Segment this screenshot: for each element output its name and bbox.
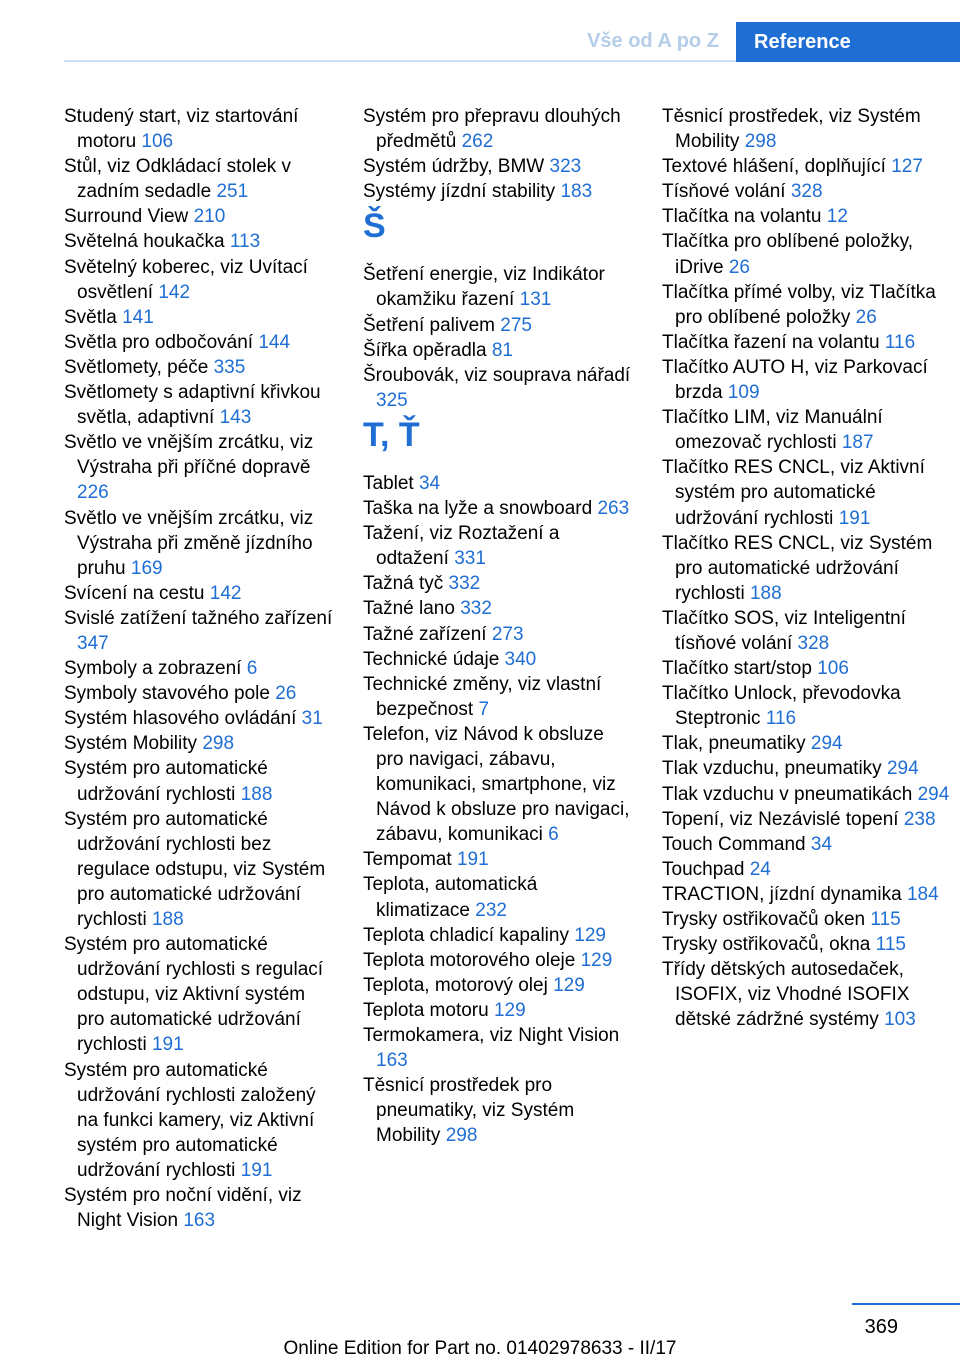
index-page-link[interactable]: 103 xyxy=(884,1009,916,1031)
index-entry xyxy=(64,229,334,254)
index-page-link[interactable]: 232 xyxy=(475,899,507,921)
index-page-link[interactable]: 34 xyxy=(418,472,441,494)
index-entry xyxy=(363,672,633,722)
index-entry-text: Světlo ve vnějším zrcátku, viz Výstraha při změně jízdního pruhu xyxy=(64,507,314,579)
index-entry-text: Telefon, viz Návod k obsluze pro navigaci, zábavu, komunikaci, smartphone, viz Návod k obsluze pro navigaci, zábavu, komunikaci xyxy=(363,723,630,846)
index-entry-text: Studený start, viz startování motoru xyxy=(64,106,299,153)
index-entry xyxy=(662,807,952,832)
index-entry xyxy=(363,948,633,973)
footer-edition-text: Online Edition for Part no. 01402978633 - II/17 xyxy=(283,1338,677,1359)
index-page-link[interactable]: 31 xyxy=(301,708,323,730)
index-entry xyxy=(662,782,952,807)
index-entry xyxy=(662,756,952,781)
index-entry xyxy=(64,330,334,355)
index-page-link[interactable]: 7 xyxy=(478,698,490,720)
index-entry xyxy=(662,330,952,355)
index-entry-text: Touchpad xyxy=(662,858,745,880)
index-page-link[interactable]: 210 xyxy=(193,206,226,228)
index-entry-text: Světlomety s adaptivní křivkou světla, adaptivní xyxy=(64,382,321,429)
index-page-link[interactable]: 6 xyxy=(548,824,559,846)
index-entry-text: Svícení na cestu xyxy=(64,582,205,604)
index-entry xyxy=(662,531,952,606)
index-entry-text: Systémy jízdní stability xyxy=(363,181,556,203)
index-entry-text: Symboly stavového pole xyxy=(64,683,270,705)
index-entry-text: Systém pro automatické udržování rychlosti s regulací odstupu, viz Aktivní systém pro automatické udržování rychlosti xyxy=(64,934,324,1056)
index-entry xyxy=(64,204,334,229)
index-entry xyxy=(662,204,952,229)
index-page-link[interactable]: 298 xyxy=(202,733,235,755)
index-entry xyxy=(363,571,633,596)
index-page-link[interactable]: 191 xyxy=(151,1034,184,1056)
index-entry-text: Surround View xyxy=(64,206,189,228)
index-page-link[interactable]: 26 xyxy=(275,683,297,705)
index-entry-text: Tažné zařízení xyxy=(363,623,487,645)
index-page-link[interactable]: 26 xyxy=(728,256,750,278)
index-entry xyxy=(363,338,633,363)
index-entry xyxy=(363,973,633,998)
index-entry-text: Systém hlasového ovládání xyxy=(64,708,297,730)
index-letter-heading: Š xyxy=(363,207,386,246)
index-column-3 xyxy=(662,104,952,1032)
index-entry-text: TRACTION, jízdní dynamika xyxy=(662,883,902,905)
index-entry-text: Svislé zatížení tažného zařízení xyxy=(64,607,333,629)
index-entry-text: Teplota motoru xyxy=(363,999,489,1021)
index-entry-text: Tlačítka řazení na volantu xyxy=(662,331,880,353)
index-page-link[interactable]: 347 xyxy=(77,632,109,654)
index-page-link[interactable]: 12 xyxy=(826,206,848,228)
index-entry-text: Tlak, pneumatiky xyxy=(662,733,806,755)
index-entry-text: Symboly a zobrazení xyxy=(64,658,242,680)
index-page-link[interactable]: 328 xyxy=(790,181,823,203)
index-entry xyxy=(64,1058,334,1183)
index-entry xyxy=(363,471,633,496)
index-entry-text: Tablet xyxy=(363,472,414,494)
index-page-link[interactable]: 129 xyxy=(553,974,585,996)
index-entry-text: Světla pro odbočování xyxy=(64,331,254,353)
index-entry-text: Taška na lyže a snowboard xyxy=(363,498,593,520)
page-number: 369 xyxy=(864,1316,898,1338)
index-entry-text: Šetření palivem xyxy=(363,314,496,336)
index-entry-text: Tlačítko LIM, viz Manuální omezovač rychlosti xyxy=(662,407,883,454)
index-page-link[interactable]: 6 xyxy=(246,658,258,680)
index-entry-text: Tlačítko start/stop xyxy=(662,658,812,680)
index-entry xyxy=(662,405,952,455)
index-entry xyxy=(64,656,334,681)
index-entry xyxy=(64,154,334,204)
index-page-link[interactable]: 129 xyxy=(574,924,606,946)
index-page-link[interactable]: 332 xyxy=(448,573,481,595)
index-entry xyxy=(662,957,952,1032)
index-entry xyxy=(363,521,633,571)
index-entry-text: Tempomat xyxy=(363,849,452,871)
index-entry xyxy=(64,756,334,806)
index-page-link[interactable]: 115 xyxy=(875,934,906,956)
index-entry xyxy=(363,847,633,872)
index-entry-text: Šířka opěradla xyxy=(363,339,487,361)
index-entry-text: Trysky ostřikovačů oken xyxy=(662,909,866,930)
index-entry-text: Trysky ostřikovačů, okna xyxy=(662,934,871,956)
index-entry xyxy=(64,305,334,330)
index-entry xyxy=(662,907,952,932)
index-entry xyxy=(64,606,334,656)
index-page-link[interactable]: 129 xyxy=(493,999,526,1021)
index-entry xyxy=(363,496,633,521)
index-letter-heading: T, Ť xyxy=(363,415,420,454)
chapter-tab[interactable]: Reference xyxy=(736,22,960,62)
index-page-link[interactable]: 273 xyxy=(491,623,524,645)
index-page-link[interactable]: 188 xyxy=(240,783,273,805)
index-entry xyxy=(363,622,633,647)
index-entry-text: Tlak vzduchu v pneumatikách xyxy=(662,783,913,805)
index-page-link[interactable]: 187 xyxy=(841,432,874,454)
index-page-link[interactable]: 24 xyxy=(749,858,771,880)
index-page-link[interactable]: 191 xyxy=(456,849,489,871)
index-entry xyxy=(662,832,952,857)
index-entry xyxy=(662,656,952,681)
index-entry xyxy=(363,262,633,312)
index-entry xyxy=(363,998,633,1023)
footer-edition xyxy=(0,1338,960,1360)
index-page-link[interactable]: 262 xyxy=(461,131,494,153)
index-entry xyxy=(662,104,952,154)
index-page-link[interactable]: 263 xyxy=(597,498,630,520)
index-page-link[interactable]: 323 xyxy=(549,156,582,178)
index-column-2 xyxy=(363,104,633,1148)
index-entry xyxy=(363,179,633,204)
index-entry-text: Šetření energie, viz Indikátor okamžiku řazení xyxy=(363,264,605,311)
index-entry xyxy=(363,104,633,154)
index-page-link[interactable]: 191 xyxy=(240,1159,273,1181)
index-page-link[interactable]: 298 xyxy=(445,1125,478,1147)
index-page-link[interactable]: 298 xyxy=(744,131,777,153)
index-page-link[interactable]: 116 xyxy=(765,708,797,730)
index-entry xyxy=(662,229,952,279)
index-page-link[interactable]: 127 xyxy=(891,156,923,178)
index-entry xyxy=(64,255,334,305)
index-entry xyxy=(662,606,952,656)
index-entry xyxy=(64,706,334,731)
index-page-link[interactable]: 106 xyxy=(817,658,849,680)
index-entry-text: Světlomety, péče xyxy=(64,356,209,378)
index-page-link[interactable]: 34 xyxy=(810,833,833,855)
index-entry-text: Teplota chladicí kapaliny xyxy=(363,924,569,946)
index-page-link[interactable]: 251 xyxy=(216,181,249,203)
index-column-1 xyxy=(64,104,334,1233)
index-page-link[interactable]: 113 xyxy=(229,231,261,253)
index-entry-text: Topení, viz Nezávislé topení xyxy=(662,808,899,830)
index-entry-text: Systém údržby, BMW xyxy=(363,156,545,178)
index-entry xyxy=(662,355,952,405)
index-entry-text: Tlačítko Unlock, převodovka Steptronic xyxy=(662,683,901,730)
index-page-link[interactable]: 163 xyxy=(376,1050,408,1072)
section-tab[interactable]: Vše od A po Z xyxy=(587,29,719,52)
index-entry-text: Systém pro automatické udržování rychlosti xyxy=(64,758,268,805)
index-entry xyxy=(662,179,952,204)
index-entry-text: Světelná houkačka xyxy=(64,231,225,253)
index-entry xyxy=(363,154,633,179)
index-entry-text: Teplota, motorový olej xyxy=(363,974,548,996)
index-entry xyxy=(363,1073,633,1148)
index-entry-text: Světelný koberec, viz Uvítací osvětlení xyxy=(64,256,308,303)
index-entry xyxy=(363,363,633,413)
index-page-link[interactable]: 325 xyxy=(376,389,408,411)
index-entry-text: Touch Command xyxy=(662,833,806,855)
index-page-link[interactable]: 331 xyxy=(454,548,486,570)
index-entry xyxy=(662,857,952,882)
index-entry xyxy=(662,455,952,530)
index-entry-text: Tažení, viz Roztažení a odtažení xyxy=(363,523,560,570)
index-entry-text: Tlačítka na volantu xyxy=(662,206,822,228)
index-entry xyxy=(662,932,952,957)
index-page-link[interactable]: 335 xyxy=(213,356,246,378)
index-entry xyxy=(64,807,334,932)
index-entry xyxy=(64,380,334,430)
index-entry-text: Textové hlášení, doplňující xyxy=(662,156,886,178)
index-entry-text: Světla xyxy=(64,306,117,328)
index-entry-text: Technické změny, viz vlastní bezpečnost xyxy=(363,673,602,720)
index-entry-text: Systém Mobility xyxy=(64,733,198,755)
index-page-link[interactable]: 328 xyxy=(797,632,830,654)
index-entry xyxy=(64,681,334,706)
index-page-link[interactable]: 275 xyxy=(500,314,532,336)
index-page-link[interactable]: 144 xyxy=(258,331,291,353)
index-entry-text: Teplota, automatická klimatizace xyxy=(363,874,538,921)
index-entry-text: Tlak vzduchu, pneumatiky xyxy=(662,758,882,780)
index-entry-text: Tísňové volání xyxy=(662,181,786,203)
index-page-link[interactable]: 141 xyxy=(122,306,154,328)
index-entry-text: Těsnicí prostředek, viz Systém Mobility xyxy=(662,106,921,153)
index-page-link[interactable]: 294 xyxy=(886,758,919,780)
index-entry-text: Těsnicí prostředek pro pneumatiky, viz Systém Mobility xyxy=(363,1075,575,1147)
index-entry xyxy=(64,1183,334,1233)
index-page-link[interactable]: 226 xyxy=(77,482,109,504)
index-entry-text: Systém pro přepravu dlouhých předmětů xyxy=(363,106,621,153)
index-entry xyxy=(64,932,334,1057)
index-page-link[interactable]: 183 xyxy=(560,181,593,203)
index-page-link[interactable]: 143 xyxy=(219,407,252,429)
index-entry xyxy=(363,923,633,948)
index-entry xyxy=(662,154,952,179)
index-page-link[interactable]: 142 xyxy=(158,281,191,303)
index-page-link[interactable]: 109 xyxy=(727,382,760,404)
index-entry-text: Tažná tyč xyxy=(363,573,444,595)
index-page-link[interactable]: 142 xyxy=(209,582,242,604)
index-entry-text: Šroubovák, viz souprava nářadí xyxy=(363,364,631,386)
index-entry xyxy=(662,731,952,756)
index-entry-text: Světlo ve vnějším zrcátku, viz Výstraha při příčné dopravě xyxy=(64,432,314,479)
index-page-link[interactable]: 332 xyxy=(460,598,492,620)
index-page-link[interactable]: 188 xyxy=(749,582,782,604)
index-entry xyxy=(363,872,633,922)
index-page-link[interactable]: 129 xyxy=(580,949,613,971)
index-page-link[interactable]: 294 xyxy=(917,783,950,805)
index-entry xyxy=(363,1023,633,1073)
index-entry-text: Systém pro automatické udržování rychlosti bez regulace odstupu, viz Systém pro automatické udržování rychlosti xyxy=(64,808,326,930)
index-entry-text: Termokamera, viz Night Vision xyxy=(363,1025,620,1046)
index-entry-text: Tlačítko RES CNCL, viz Systém pro automatické udržování rychlosti xyxy=(662,532,933,604)
index-entry-text: Systém pro noční vidění, viz Night Vision xyxy=(64,1185,302,1232)
index-entry-text: Třídy dětských autosedaček, ISOFIX, viz Vhodné ISOFIX dětské zádržné systémy xyxy=(662,959,910,1031)
index-page-link[interactable]: 340 xyxy=(504,648,537,670)
index-page-link[interactable]: 115 xyxy=(870,909,901,930)
index-page-link[interactable]: 131 xyxy=(519,289,552,311)
index-page-link[interactable]: 188 xyxy=(151,909,184,930)
index-entry-text: Tlačítka pro oblíbené položky, iDrive xyxy=(662,231,914,278)
index-entry-text: Systém pro automatické udržování rychlosti založený na funkci kamery, viz Aktivní systém pro automatické udržování rychlosti xyxy=(64,1059,316,1181)
index-entry xyxy=(363,647,633,672)
index-entry-text: Teplota motorového oleje xyxy=(363,949,576,971)
index-page-link[interactable]: 106 xyxy=(141,131,174,153)
index-entry xyxy=(662,882,952,907)
index-page-link[interactable]: 191 xyxy=(838,507,871,529)
index-entry-text: Stůl, viz Odkládací stolek v zadním sedadle xyxy=(64,156,292,203)
index-entry-text: Technické údaje xyxy=(363,648,500,670)
index-page-link[interactable]: 26 xyxy=(855,306,877,328)
index-entry xyxy=(64,581,334,606)
index-page-link[interactable]: 238 xyxy=(903,808,936,830)
index-page-link[interactable]: 163 xyxy=(183,1210,216,1232)
index-page-link[interactable]: 184 xyxy=(906,883,939,905)
index-page-link[interactable]: 81 xyxy=(491,339,513,361)
index-entry-text: Tlačítko RES CNCL, viz Aktivní systém pro automatické udržování rychlosti xyxy=(662,457,925,529)
index-entry xyxy=(64,104,334,154)
index-entry xyxy=(662,681,952,731)
index-page-link[interactable]: 116 xyxy=(884,331,916,353)
index-entry xyxy=(64,355,334,380)
index-page-link[interactable]: 294 xyxy=(810,733,843,755)
index-entry-text: Tlačítko AUTO H, viz Parkovací brzda xyxy=(662,356,928,404)
index-entry-text: Tažné lano xyxy=(363,598,455,620)
index-entry xyxy=(363,722,633,847)
index-entry xyxy=(662,280,952,330)
index-entry-text: Tlačítko SOS, viz Inteligentní tísňové volání xyxy=(662,607,906,654)
index-entry xyxy=(363,313,633,338)
index-entry xyxy=(64,430,334,505)
index-entry xyxy=(363,596,633,621)
index-entry xyxy=(64,731,334,756)
index-entry-text: Tlačítka přímé volby, viz Tlačítka pro oblíbené položky xyxy=(662,281,936,328)
page-number-rule xyxy=(852,1303,960,1305)
index-entry xyxy=(64,506,334,581)
index-page-link[interactable]: 169 xyxy=(130,557,163,579)
